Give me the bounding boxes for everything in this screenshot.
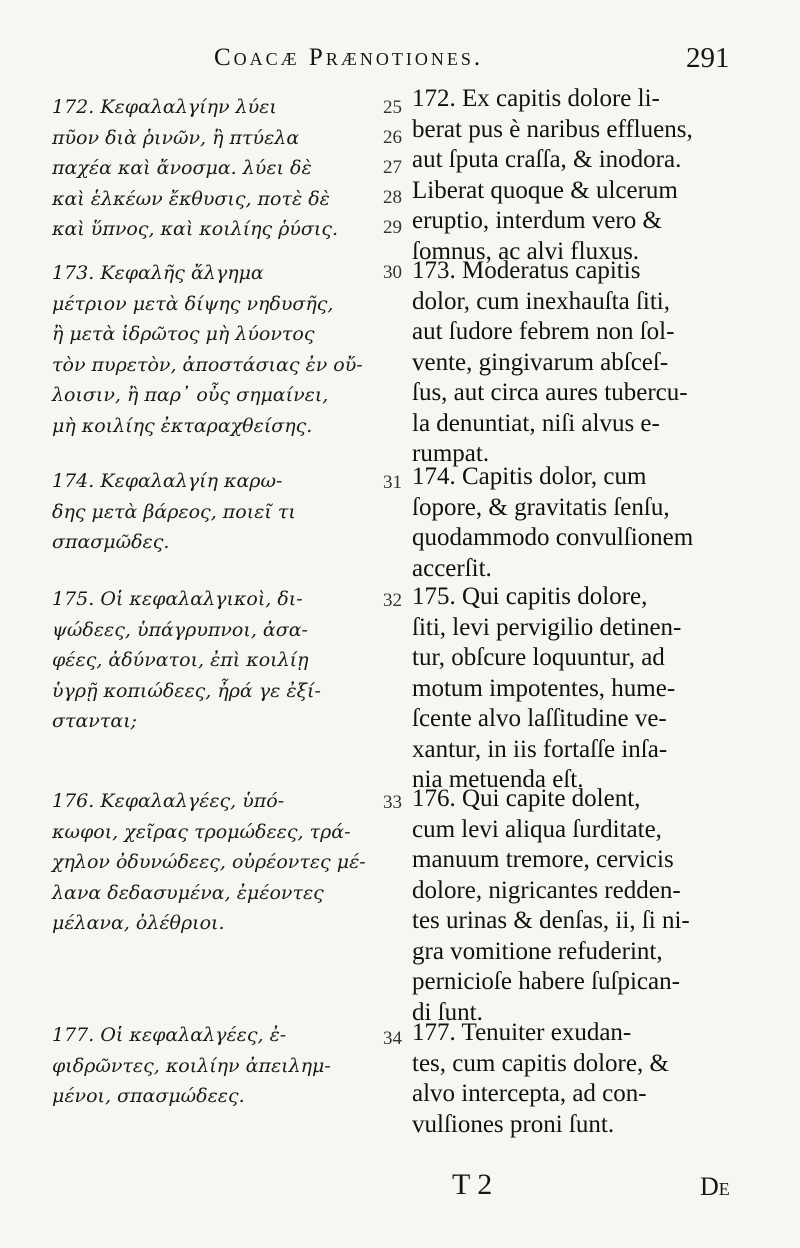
greek-line: στανται;: [52, 710, 138, 732]
greek-line: μέλανα, ὀλέθριοι.: [52, 912, 225, 934]
latin-line: tes, cum capitis dolore, &: [412, 1049, 669, 1077]
greek-paragraph-176: [52, 786, 382, 939]
latin-line: pernicioſe habere ſuſpican-: [412, 968, 680, 995]
latin-line: ſcente alvo laſſitudine ve-: [412, 705, 667, 732]
greek-line: τὸν πυρετὸν, ἀποστάσιας ἐν οὔ-: [52, 353, 363, 376]
signature-mark: T 2: [452, 1168, 493, 1201]
greek-line: δης μετὰ βάρεος, ποιεῖ τι: [52, 500, 296, 523]
latin-paragraph-175: [412, 582, 772, 796]
latin-line: berat pus è naribus effluens,: [412, 115, 693, 143]
page-number: 291: [686, 42, 730, 74]
latin-line: manuum tremore, cervicis: [412, 846, 674, 873]
margin-line-number: 34: [383, 1028, 402, 1049]
latin-line: Liberat quoque & ulcerum: [412, 176, 678, 204]
greek-line: 177. Οἱ κεφαλαλγέες, ἐ-: [52, 1024, 287, 1046]
latin-paragraph-174: [412, 462, 772, 584]
margin-line-number: 27: [383, 157, 402, 178]
greek-line: μὴ κοιλίης ἐκταραχθείσης.: [52, 414, 313, 437]
latin-line: alvo intercepta, ad con-: [412, 1080, 647, 1107]
greek-line: 175. Οἱ κεφαλαλγικοὶ, δι-: [52, 588, 303, 610]
latin-line: 176. Qui capite dolent,: [412, 785, 641, 812]
margin-line-number: 29: [383, 217, 402, 238]
greek-line: σπασμῶδες.: [52, 531, 170, 553]
greek-line: κωφοι, χεῖρας τρομώδεες, τρά-: [52, 820, 351, 843]
margin-line-number: 32: [383, 590, 402, 611]
greek-line: λανα δεδασυμένα, ἐμέοντες: [52, 881, 324, 904]
latin-line: ſiti, levi pervigilio detinen-: [412, 613, 682, 641]
latin-line: 175. Qui capitis dolore,: [412, 583, 648, 610]
greek-line: ψώδεες, ὑπάγρυπνοι, ἀσα-: [52, 618, 308, 641]
greek-line: 172. Κεφαλαλγίην λύει: [52, 96, 277, 118]
greek-line: χηλον ὀδυνώδεες, οὐρέοντες μέ-: [52, 851, 366, 873]
greek-line: 173. Κεφαλῆς ἄλγημα: [52, 262, 264, 284]
greek-line: μέτριον μετὰ δίψης νηδυσῆς,: [52, 292, 334, 315]
margin-line-number: 31: [383, 472, 402, 493]
latin-line: rumpat.: [412, 440, 490, 467]
greek-line: καὶ ὕπνος, καὶ κοιλίης ῥύσις.: [52, 218, 339, 240]
latin-line: ſus, aut circa aures tubercu-: [412, 379, 688, 406]
greek-line: φιδρῶντες, κοιλίην ἀπειλημ-: [52, 1054, 331, 1077]
greek-line: 176. Κεφαλαλγέες, ὑπό-: [52, 790, 285, 812]
greek-paragraph-172: [52, 92, 382, 245]
latin-line: aut ſputa craſſa, & inodora.: [412, 146, 682, 173]
latin-line: la denuntiat, niſi alvus e-: [412, 409, 660, 437]
latin-line: gra vomitione refuderint,: [412, 937, 663, 965]
greek-line: λοισιν, ἢ παρ᾽ οὖς σημαίνει,: [52, 384, 329, 406]
greek-line: καὶ ἑλκέων ἔκθυσις, ποτὲ δὲ: [52, 187, 330, 210]
latin-paragraph-176: [412, 784, 772, 1028]
latin-line: accerſit.: [412, 554, 492, 582]
greek-line: μένοι, σπασμώδεες.: [52, 1085, 245, 1107]
greek-line: ὑγρῇ κοπιώδεες, ἦρά γε ἐξί-: [52, 679, 321, 702]
latin-line: dolor, cum inexhauſta ſiti,: [412, 287, 670, 315]
latin-line: di ſunt.: [412, 998, 483, 1026]
latin-line: ſomnus, ac alvi fluxus.: [412, 237, 640, 265]
greek-line: ἢ μετὰ ἱδρῶτος μὴ λύοντος: [52, 323, 315, 345]
latin-line: vente, gingivarum abſceſ-: [412, 348, 669, 376]
latin-line: ſopore, & gravitatis ſenſu,: [412, 493, 670, 521]
latin-paragraph-172: [412, 84, 772, 267]
latin-line: 173. Moderatus capitis: [412, 257, 641, 284]
latin-line: eruptio, interdum vero &: [412, 207, 662, 234]
latin-line: dolore, nigricantes redden-: [412, 876, 681, 904]
latin-line: aut ſudore febrem non ſol-: [412, 318, 675, 345]
greek-paragraph-173: [52, 258, 382, 441]
greek-line: φέες, ἀδύνατοι, ἐπὶ κοιλίῃ: [52, 649, 309, 671]
greek-paragraph-177: [52, 1020, 382, 1112]
latin-line: nia metuenda eſt.: [412, 766, 584, 793]
latin-line: 172. Ex capitis dolore li-: [412, 85, 660, 112]
latin-line: 174. Capitis dolor, cum: [412, 463, 647, 490]
latin-line: vulſiones proni ſunt.: [412, 1110, 615, 1138]
greek-line: πῦον διὰ ῥινῶν, ἢ πτύελα: [52, 126, 300, 149]
latin-line: motum impotentes, hume-: [412, 674, 676, 702]
latin-line: xantur, in iis fortaſſe inſa-: [412, 735, 668, 763]
margin-line-number: 25: [383, 97, 402, 118]
greek-line: 174. Κεφαλαλγίη καρω-: [52, 470, 283, 492]
latin-line: tes urinas & denſas, ii, ſi ni-: [412, 907, 690, 934]
latin-paragraph-177: [412, 1018, 772, 1140]
latin-line: tur, obſcure loquuntur, ad: [412, 644, 665, 671]
latin-line: quodammodo convulſionem: [412, 524, 694, 551]
catchword: De: [700, 1172, 730, 1201]
latin-line: 177. Tenuiter exudan-: [412, 1019, 632, 1046]
greek-paragraph-174: [52, 466, 382, 558]
margin-line-number: 26: [383, 127, 402, 148]
margin-line-number: 33: [383, 792, 402, 813]
margin-line-number: 28: [383, 187, 402, 208]
latin-paragraph-173: [412, 256, 772, 470]
greek-paragraph-175: [52, 584, 382, 737]
greek-line: παχέα καὶ ἄνοσμα. λύει δὲ: [52, 157, 312, 179]
margin-line-number: 30: [383, 262, 402, 283]
latin-line: cum levi aliqua ſurditate,: [412, 815, 662, 843]
running-head: Coacæ Prænotiones.: [214, 44, 484, 71]
